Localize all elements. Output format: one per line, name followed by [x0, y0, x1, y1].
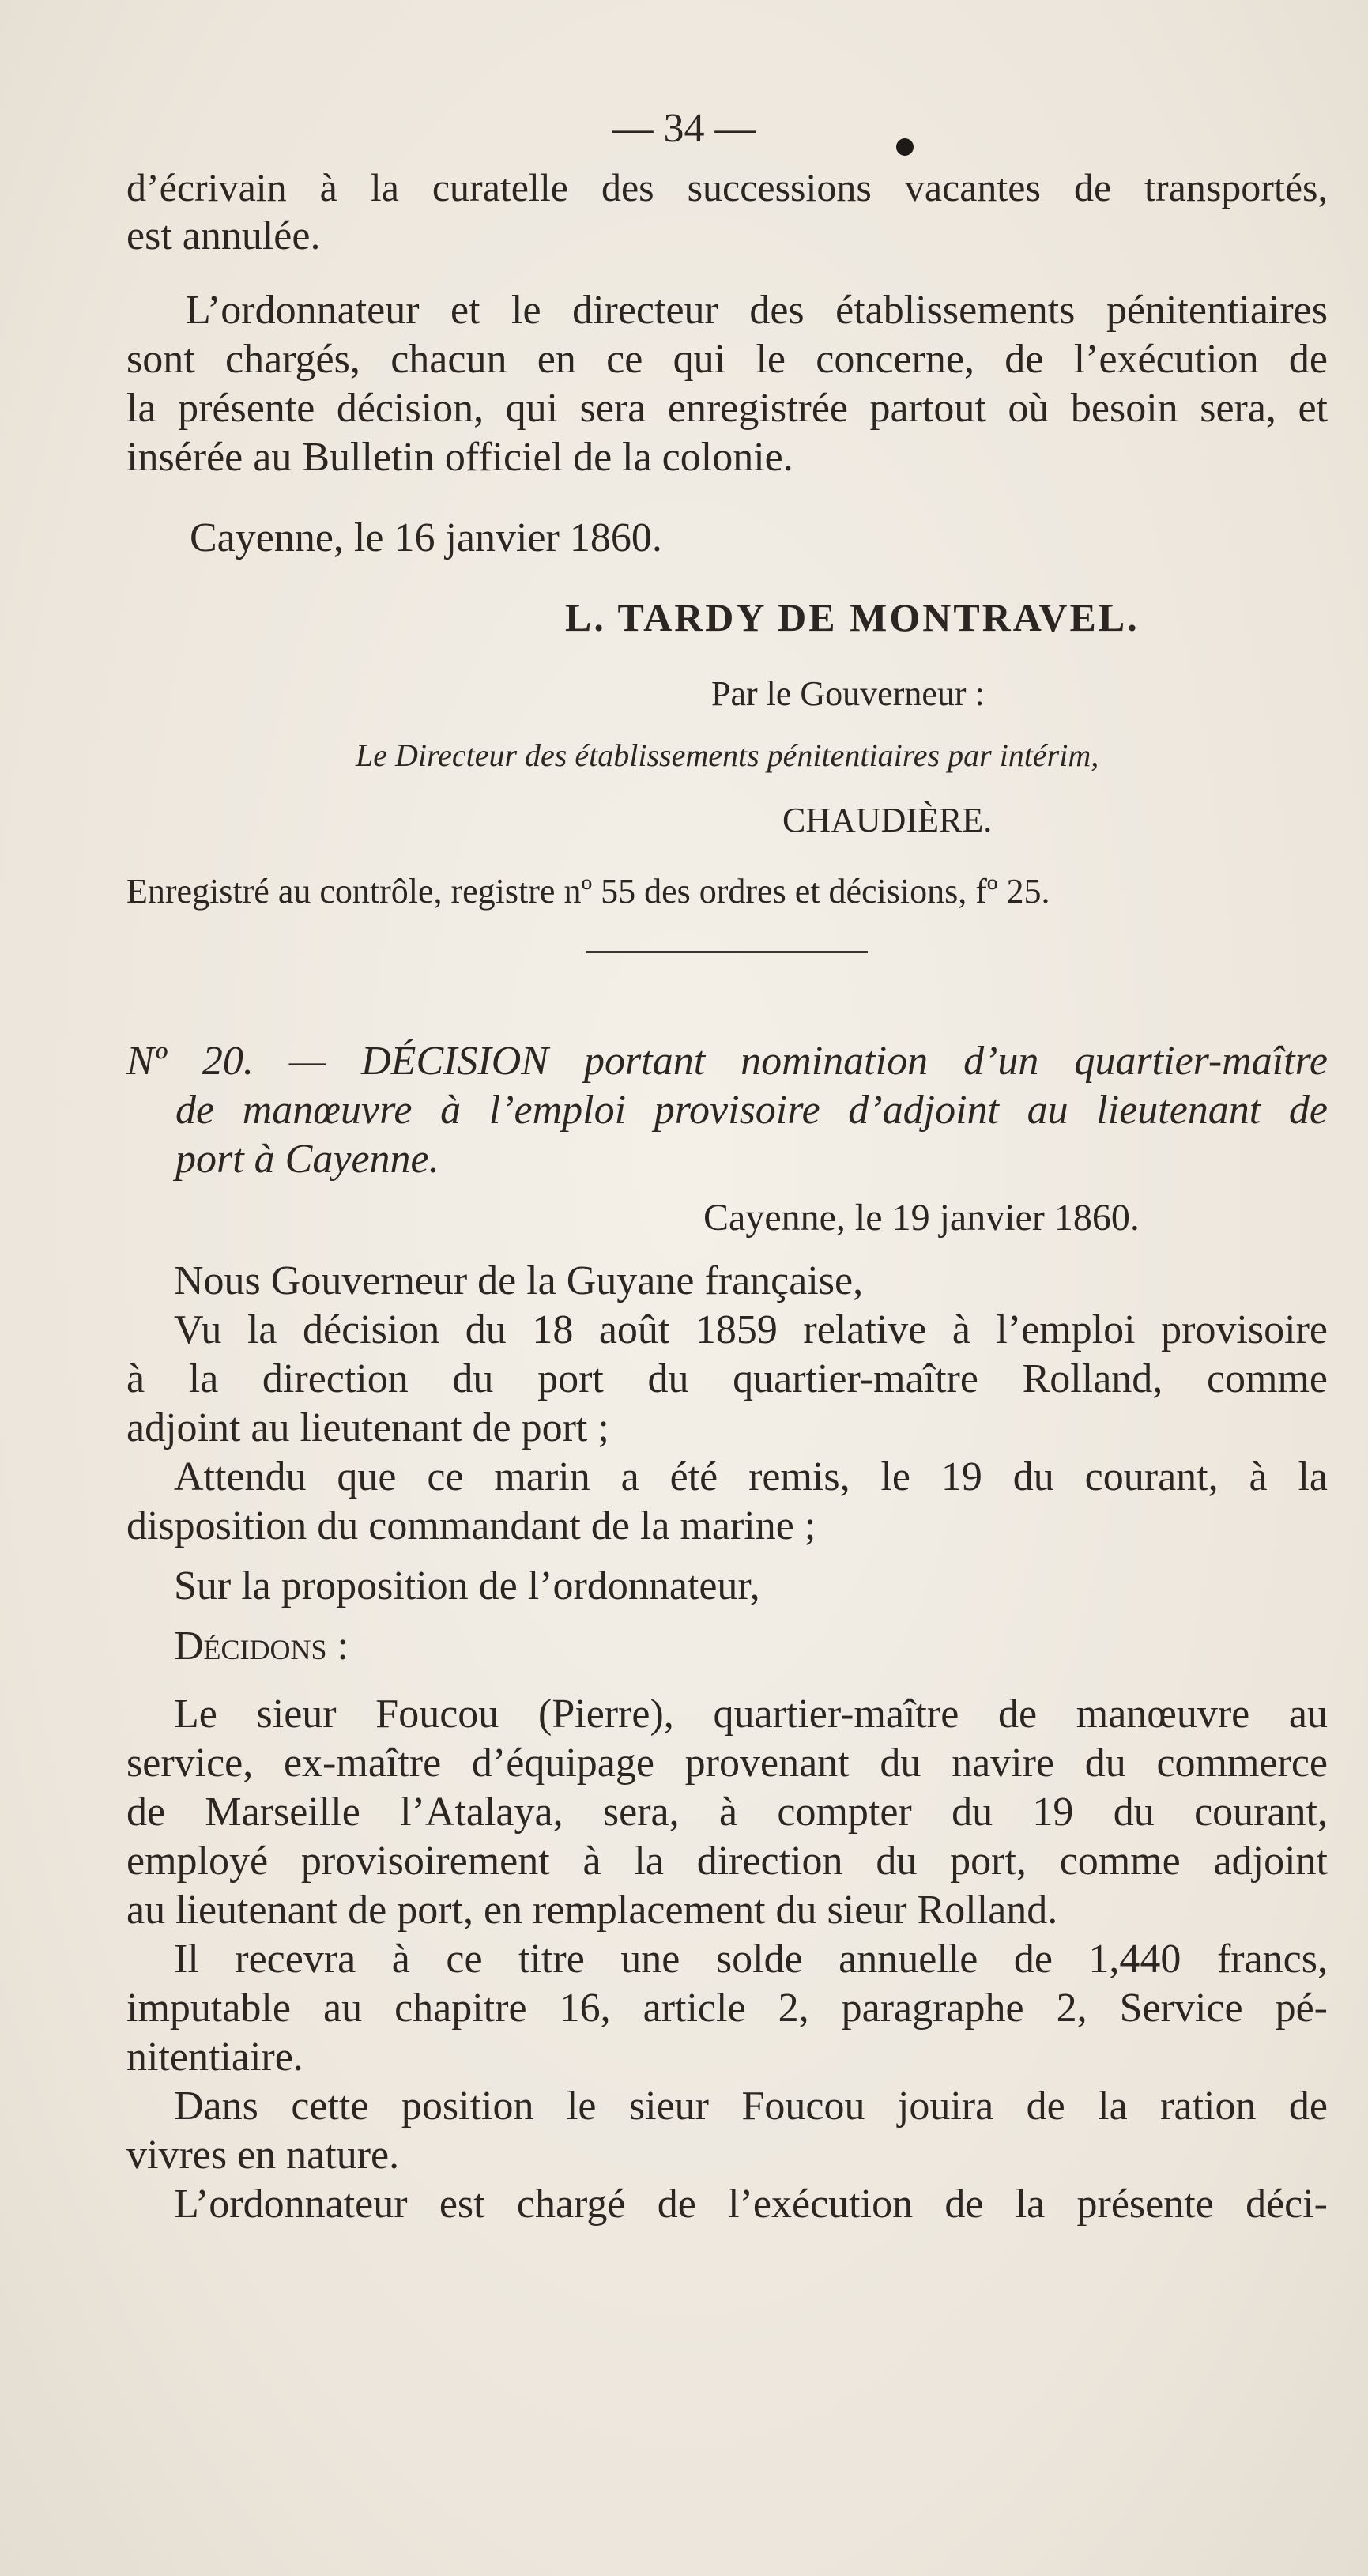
page-number: — 34 — [612, 106, 756, 151]
text-line: Le sieur Foucou (Pierre), quartier-maître de manœuvre au [174, 1692, 1328, 1737]
preamble: Nous Gouverneur de la Guyane française, [174, 1258, 864, 1303]
decidons: Décidons : [174, 1624, 349, 1669]
text-line: Attendu que ce marin a été remis, le 19 du courant, à la [174, 1454, 1328, 1499]
divider [586, 951, 868, 953]
text-line: Il recevra à ce titre une solde annuelle de 1,440 francs, [174, 1937, 1328, 1982]
text-line: d’écrivain à la curatelle des successions vacantes de transportés, [126, 165, 1328, 209]
signature-signer: CHAUDIÈRE. [782, 801, 993, 839]
text-line: de Marseille l’Atalaya, sera, à compter du 19 du courant, [126, 1790, 1328, 1835]
date-line: Cayenne, le 16 janvier 1860. [190, 515, 662, 560]
title-line: port à Cayenne. [175, 1137, 439, 1182]
article-2 [126, 1935, 1328, 2082]
text-line: insérée au Bulletin officiel de la colonie. [126, 435, 793, 480]
text-line: la présente décision, qui sera enregistrée partout où besoin sera, et [126, 386, 1328, 431]
text-line: employé provisoirement à la direction du port, comme adjoint [126, 1839, 1328, 1884]
text-line: à la direction du port du quartier-maître Rolland, comme [126, 1356, 1328, 1401]
signature-role: Le Directeur des établissements pénitentiaires par intérim, [356, 737, 1099, 773]
decision-body [126, 1257, 1328, 2229]
signature-name: L. TARDY DE MONTRAVEL. [565, 595, 1140, 639]
text-line: Vu la décision du 18 août 1859 relative à l’emploi provisoire [174, 1307, 1328, 1352]
text-line: sont chargés, chacun en ce qui le concerne, de l’exécution de [126, 337, 1328, 382]
proposition: Sur la proposition de l’ordonnateur, [174, 1563, 760, 1609]
title-line: de manœuvre à l’emploi provisoire d’adjoint au lieutenant de [175, 1088, 1328, 1133]
text-line: service, ex-maître d’équipage provenant du navire du commerce [126, 1741, 1328, 1786]
decision-date: Cayenne, le 19 janvier 1860. [703, 1197, 1140, 1239]
article-4 [126, 2180, 1328, 2229]
text-line: adjoint au lieutenant de port ; [126, 1405, 609, 1450]
text-line: L’ordonnateur est chargé de l’exécution de la présente déci- [174, 2182, 1328, 2227]
text-line: Dans cette position le sieur Foucou jouira de la ration de [174, 2084, 1328, 2129]
title-line: Nº 20. — DÉCISION portant nomination d’un quartier-maître [126, 1039, 1328, 1084]
text-line: L’ordonnateur et le directeur des établissements pénitentiaires [186, 288, 1328, 333]
text-line: nitentiaire. [126, 2035, 303, 2080]
text-line: imputable au chapitre 16, article 2, paragraphe 2, Service pé- [126, 1986, 1328, 2031]
paragraph-end-previous [126, 163, 1328, 261]
signature-by: Par le Gouverneur : [711, 674, 985, 713]
article-1 [126, 1690, 1328, 1935]
text-line: disposition du commandant de la marine ; [126, 1503, 816, 1548]
article-3 [126, 2082, 1328, 2180]
registration-line: Enregistré au contrôle, registre nº 55 des ordres et décisions, fº 25. [126, 872, 1050, 911]
paragraph-attendu [126, 1453, 1328, 1551]
paragraph-vu [126, 1306, 1328, 1453]
paragraph-execution [126, 286, 1328, 482]
text-line: est annulée. [126, 213, 321, 258]
text-line: au lieutenant de port, en remplacement du sieur Rolland. [126, 1888, 1058, 1933]
text-line: vivres en nature. [126, 2133, 400, 2178]
decision-title [126, 1037, 1328, 1184]
